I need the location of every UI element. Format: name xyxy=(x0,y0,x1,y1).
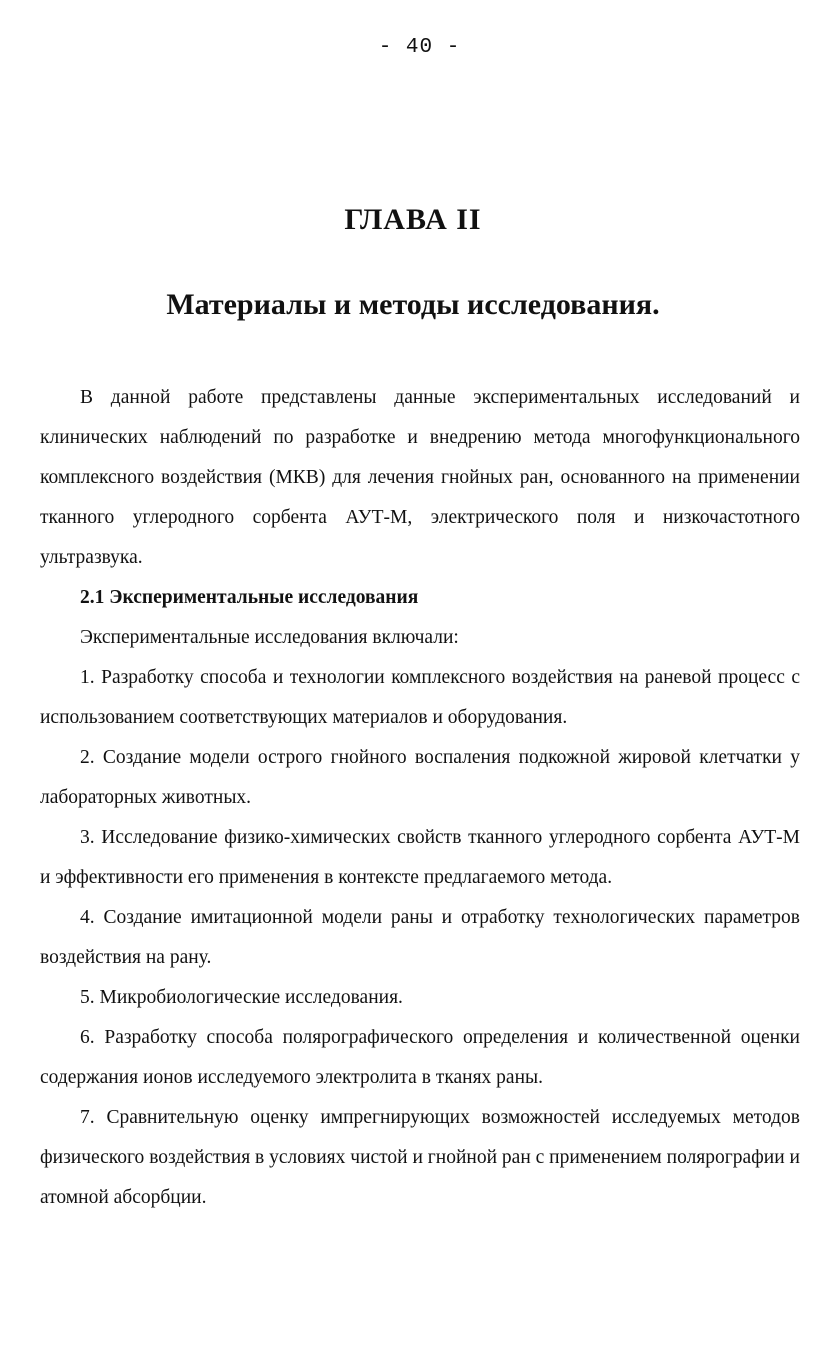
chapter-subtitle: Материалы и методы исследования. xyxy=(166,288,660,321)
chapter-title: ГЛАВА II xyxy=(344,203,482,236)
section-heading: 2.1 Экспериментальные исследования xyxy=(80,587,419,608)
list-item: 7. Сравнительную оценку импрегнирующих возможностей исследуемых методов физического воздействия в условиях чистой и гнойной ран с применением полярографии и атомной абсорбции. xyxy=(40,1107,800,1208)
list-item: 4. Создание имитационной модели раны и отработку технологических параметров воздействия на рану. xyxy=(40,907,800,968)
list-item: 2. Создание модели острого гнойного воспаления подкожной жировой клетчатки у лабораторных животных. xyxy=(40,747,800,808)
list-item: 3. Исследование физико-химических свойств тканного углеродного сорбента АУТ-М и эффективности его применения в контексте предлагаемого метода. xyxy=(40,827,800,888)
body-text xyxy=(40,378,800,1218)
page-number: - 40 - xyxy=(378,36,461,59)
list-item: 1. Разработку способа и технологии комплексного воздействия на раневой процесс с использованием соответствующих материалов и оборудования. xyxy=(40,667,800,728)
list-item: 5. Микробиологические исследования. xyxy=(80,987,403,1008)
list-item: 6. Разработку способа полярографического определения и количественной оценки содержания ионов исследуемого электролита в тканях раны. xyxy=(40,1027,800,1088)
intro-paragraph: В данной работе представлены данные экспериментальных исследований и клинических наблюдений по разработке и внедрению метода многофункционального комплексного воздействия (МКВ) для лечения гнойных ран, основанного на применении тканного углеродного сорбента АУТ-М, электрического поля и низкочастотного ультразвука. xyxy=(40,387,800,568)
section-lead: Экспериментальные исследования включали: xyxy=(80,627,459,648)
